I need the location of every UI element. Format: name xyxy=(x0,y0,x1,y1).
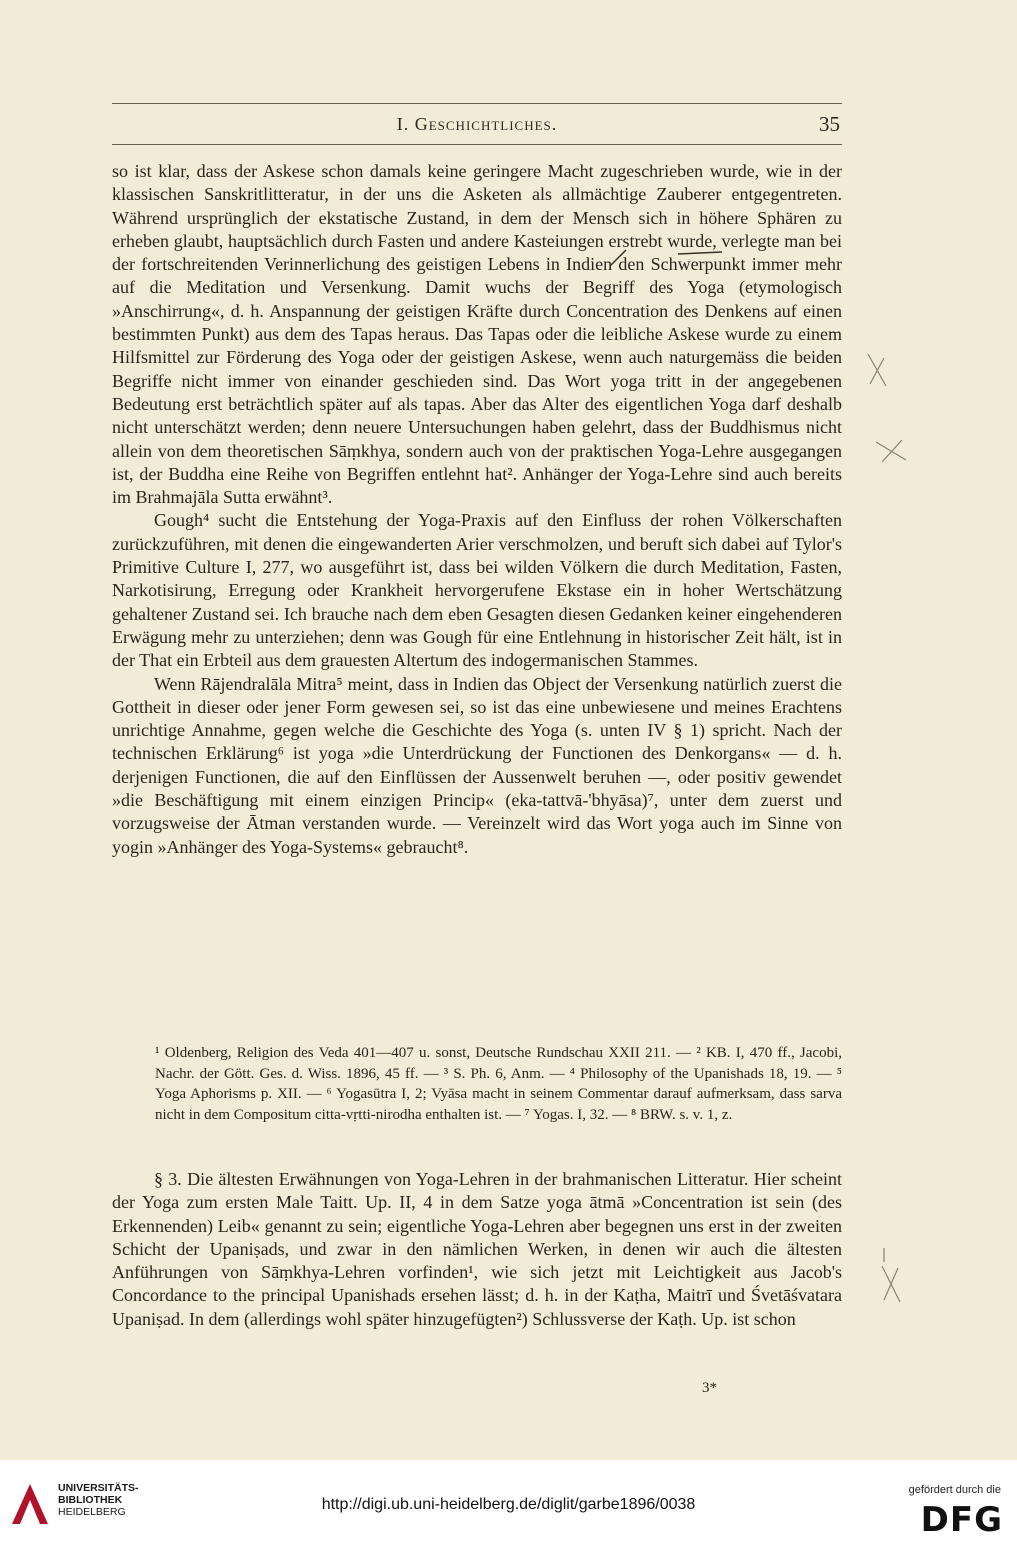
section-3-text xyxy=(112,1168,842,1331)
section-paragraph: § 3. Die ältesten Erwähnungen von Yoga-Lehren in der brahmanischen Litteratur. Hier scheint der Yoga zum ersten Male Taitt. Up. II, 4 in dem Satze yoga ātmā »Concentration ist sein (des Erkennenden) Leib« genannt zu sein; eigentliche Yoga-Lehren aber begegnen uns erst in der zweiten Schicht der Upaniṣads, und zwar in den nämlichen Werken, in denen wir auch die ältesten Anführungen von Sāṃkhya-Lehren vorfinden¹, wie sich jetzt mit Leichtigkeit aus Jacob's Concordance to the principal Upanishads ersehen lässt; d. h. in der Kaṭha, Maitrī und Śvetāśvatara Upaniṣad. In dem (allerdings wohl später hinzugefügten²) Schlussverse der Kaṭh. Up. ist schon xyxy=(112,1169,842,1329)
margin-cross-mark xyxy=(876,1246,906,1306)
paragraph-2: Gough⁴ sucht die Entstehung der Yoga-Praxis auf den Einfluss der rohen Völkerschaften zurückzuführen, mit denen die eingewanderten Arier verschmolzen, und beruft sich dabei auf Tylor's Primitive Culture I, 277, wo ausgeführt ist, dass bei wilden Völkern die durch Meditation, Fasten, Narkotisirung, Erregung oder Krankheit hervorgerufene Ekstase ein in hoher Wertschätzung gehaltener Zustand sei. Ich brauche nach dem eben Gesagten diesen Gedanken keiner eingehenderen Erwägung mehr zu unterziehen; denn was Gough für eine Entlehnung in historischer Zeit hält, ist in der That ein Erbteil aus dem grauesten Altertum des indogermanischen Stammes. xyxy=(112,510,842,671)
running-header xyxy=(112,112,842,142)
paragraph-1: so ist klar, dass der Askese schon damals keine geringere Macht zugeschrieben wurde, wie in der klassischen Sanskritlitteratur, in der uns die Asketen als allmächtige Zauberer entgegentreten. Während ursprünglich der ekstatische Zustand, in dem der Mensch sich in höhere Sphären zu erheben glaubt, hauptsächlich durch Fasten und andere Kasteiungen erstrebt wurde, verlegte man bei der fortschreitenden Verinnerlichung des geistigen Lebens in Indien den Schwerpunkt immer mehr auf die Meditation und Versenkung. Damit wuchs der Begriff des Yoga (etymologisch »Anschirrung«, d. h. Anspannung der geistigen Kräfte durch Concentration des Denkens auf einen bestimmten Punkt) aus dem des Tapas heraus. Das Tapas oder die leibliche Askese wurde zu einem Hilfsmittel zur Förderung des Yoga oder der geistigen Askese, wenn auch naturgemäss die beiden Begriffe nicht immer von einander geschieden sind. Das Wort yoga tritt in der angegebenen Bedeutung erst beträchtlich später auf als tapas. Aber das Alter des eigentlichen Yoga darf deshalb nicht unterschätzt werden; denn neuere Untersuchungen haben gelehrt, dass der Buddhismus nicht allein von dem theoretischen Sāṃkhya, sondern auch von der praktischen Yoga-Lehre ausgegangen ist, der Buddha eine Reihe von Begriffen entlehnt hat². Anhänger der Yoga-Lehre sind auch bereits im Brahmajāla Sutta erwähnt³. xyxy=(112,161,842,508)
header-rule-bottom xyxy=(112,144,842,145)
dfg-logo: DFG xyxy=(920,1500,1003,1540)
pen-strike-mark xyxy=(600,246,730,272)
library-name-line: BIBLIOTHEK xyxy=(58,1494,123,1506)
running-title: I. Geschichtliches. xyxy=(396,114,558,134)
funding-caption: gefördert durch die xyxy=(908,1484,1001,1496)
margin-cross-mark xyxy=(862,350,892,390)
printer-signature: 3* xyxy=(702,1380,717,1396)
main-text xyxy=(112,160,842,859)
source-url-link[interactable]: http://digi.ub.uni-heidelberg.de/diglit/garbe1896/0038 xyxy=(321,1496,696,1513)
library-name-line: UNIVERSITÄTS- xyxy=(58,1482,139,1494)
page-number: 35 xyxy=(819,112,840,136)
footer-bar xyxy=(0,1460,1017,1548)
footnotes: ¹ Oldenberg, Religion des Veda 401—407 u. sonst, Deutsche Rundschau XXII 211. — ² KB. I, 470 ff., Jacobi, Nachr. der Gött. Ges. d. Wiss. 1896, 45 ff. — ³ S. Ph. 6, Anm. — ⁴ Philosophy of the Upanishads 18, 19. — ⁵ Yoga Aphorisms p. XII. — ⁶ Yogasūtra I, 2; Vyāsa macht in seinem Commentar darauf aufmerksam, dass sarva nicht in dem Compositum citta-vṛtti-nirodha enthalten ist. — ⁷ Yogas. I, 32. — ⁸ BRW. s. v. 1, z. xyxy=(155,1045,842,1123)
paragraph-3: Wenn Rājendralāla Mitra⁵ meint, dass in Indien das Object der Versenkung natürlich zuerst die Gottheit in dieser oder jener Form gewesen sei, so ist das eine unbewiesene und meines Erachtens unrichtige Annahme, gegen welche die Geschichte des Yoga (s. unten IV § 1) spricht. Nach der technischen Erklärung⁶ ist yoga »die Unterdrückung der Functionen des Denkorgans« — d. h. derjenigen Functionen, die auf den Einflüssen der Aussenwelt beruhen —, oder positiv gewendet »die Beschäftigung mit einem einzigen Princip« (eka-tattvā-'bhyāsa)⁷, unter dem zuerst und vorzugsweise der Ātman verstanden wurde. — Vereinzelt wird das Wort yoga auch im Sinne von yogin »Anhänger des Yoga-Systems« gebraucht⁸. xyxy=(112,673,842,857)
library-name-line: HEIDELBERG xyxy=(58,1506,126,1518)
margin-cross-mark xyxy=(872,436,912,466)
header-rule-top xyxy=(112,103,842,104)
